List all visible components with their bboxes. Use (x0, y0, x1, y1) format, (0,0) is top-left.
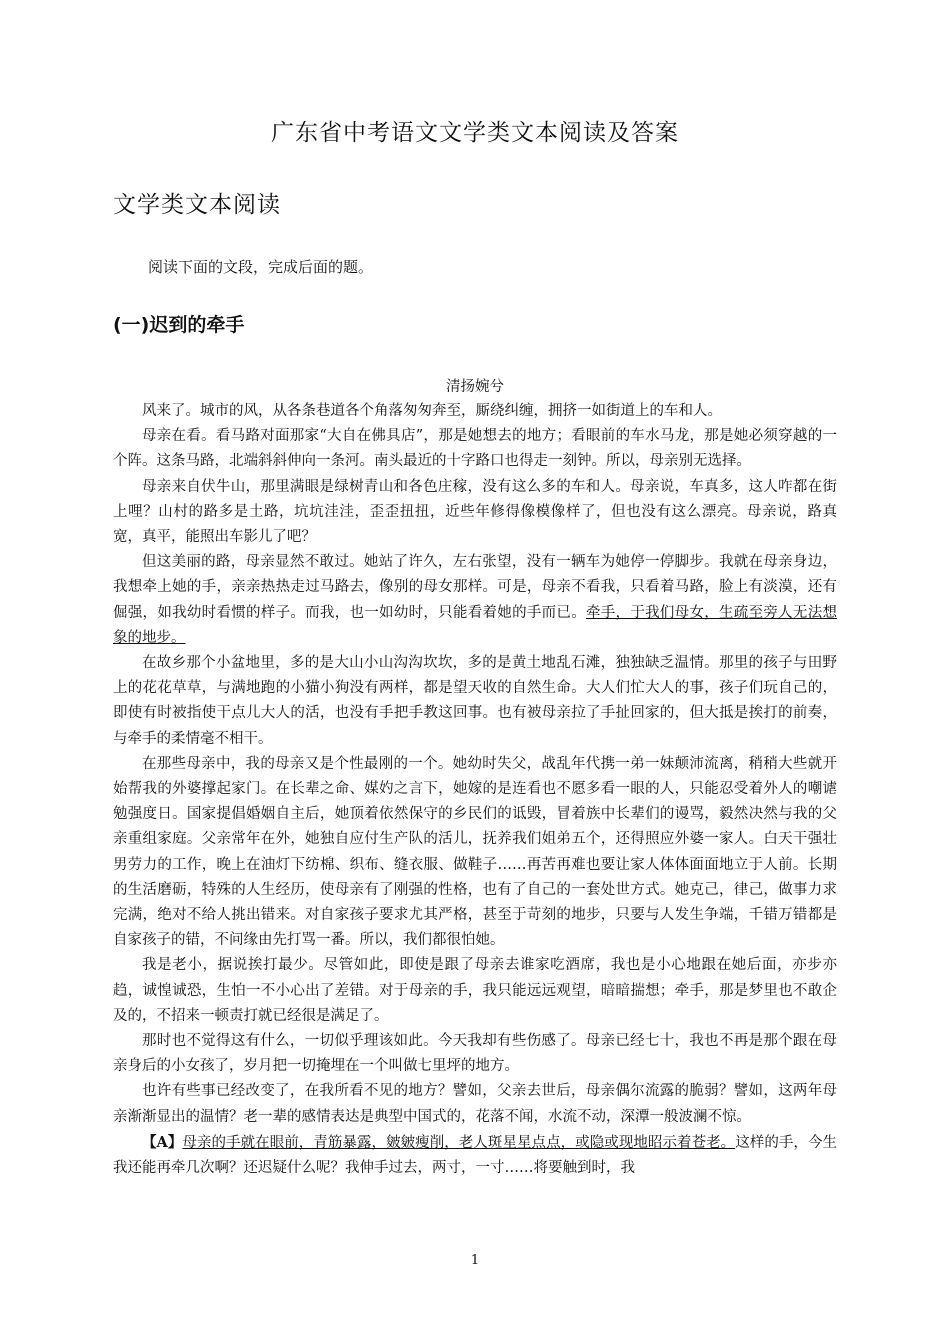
underlined-sentence: 母亲的手就在眼前，青筋暴露，皴皴瘦削，老人斑星星点点，或隐或现地昭示着苍老。 (182, 1134, 736, 1151)
passage-author: 清扬婉兮 (446, 379, 504, 395)
paragraph: 母亲来自伏牛山，那里满眼是绿树青山和各色庄稼，没有这么多的车和人。母亲说，车真多，这人咋都在街上哩？山村的路多是土路，坑坑洼洼，歪歪扭扭，近些年修得像模像样了，但也没有这么漂亮。母亲说，路真宽，真平，能照出车影儿了吧？ (113, 478, 837, 546)
paragraph: 那时也不觉得这有什么，一切似乎理该如此。今天我却有些伤感了。母亲已经七十，我也不再是那个跟在母亲身后的小女孩了，岁月把一切掩埋在一个叫做七里坪的地方。 (113, 1033, 837, 1075)
document-title: 广东省中考语文文学类文本阅读及答案 (271, 120, 679, 146)
page-number: 1 (470, 1253, 480, 1268)
paragraph: 在那些母亲中，我的母亲又是个性最刚的一个。她幼时失父，战乱年代携一弟一妹颠沛流离，稍稍大些就开始帮我的外婆撑起家门。在长辈之命、媒妁之言下，她嫁的是连看也不愿多看一眼的人，只能忍受着外人的嘲谑勉强度日。国家提倡婚姻自主后，她顶着依然保守的乡民们的诋毁，冒着族中长辈们的谩骂，毅然决然与我的父亲重组家庭。父亲常年在外，她独自应付生产队的活儿，抚养我们姐弟五个，还得照应外婆一家人。白天干强壮男劳力的工作，晚上在油灯下纺棉、织布、缝衣服、做鞋子……再苦再难也要让家人体体面面地立于人前。长期的生活磨砺，特殊的人生经历，使母亲有了刚强的性格，也有了自己的一套处世方式。她克己，律己，做事力求完满，绝对不给人挑出错来。对自家孩子要求尤其严格，甚至于苛刻的地步，只要与人发生争端，千错万错都是自家孩子的错，不问缘由先打骂一番。所以，我们都很怕她。 (113, 755, 837, 949)
section-title: 文学类文本阅读 (113, 192, 281, 218)
paragraph: 【A】母亲的手就在眼前，青筋暴露，皴皴瘦削，老人斑星星点点，或隐或现地昭示着苍老。这样的手，今生我还能再牵几次啊？还迟疑什么呢？我伸手过去，两寸，一寸……将要触到时，我 (113, 1133, 838, 1177)
underlined-sentence: 牵手，于我们母女，生疏至旁人无法想象的地步。 (113, 604, 837, 646)
paragraph: 在故乡那个小盆地里，多的是大山小山沟沟坎坎，多的是黄土地乱石滩，独独缺乏温情。那里的孩子与田野上的花花草草，与满地跑的小猫小狗没有两样，都是望天收的自然生命。大人们忙大人的事，孩子们玩自己的，即使有时被指使干点儿大人的活，也没有手把手教这回事。也有被母亲拉了手扯回家的，但大抵是挨打的前奏，与牵手的柔情毫不相干。 (113, 655, 837, 747)
reading-instruction: 阅读下面的文段，完成后面的题。 (148, 258, 374, 276)
question-marker: 【A】 (142, 1133, 183, 1151)
paragraph: 我是老小，据说挨打最少。尽管如此，即使是跟了母亲去谁家吃酒席，我也是小心地跟在她后面，亦步亦趋，诚惶诚恐，生怕一不小心出了差错。对于母亲的手，我只能远远观望，暗暗揣想；牵手，那是梦里也不敢企及的，不招来一顿责打就已经很是满足了。 (113, 957, 837, 1024)
passage-body (113, 399, 837, 1181)
paragraph: 也许有些事已经改变了，在我所看不见的地方？譬如，父亲去世后，母亲偶尔流露的脆弱？譬如，这两年母亲渐渐显出的温情？老一辈的感情表达是典型中国式的，花落不闻，水流不动，深潭一般波澜不惊。 (113, 1083, 837, 1125)
passage-title: (一)迟到的牵手 (113, 314, 245, 336)
paragraph: 风来了。城市的风，从各条巷道各个角落匆匆奔至，厮绕纠缠，拥挤一如街道上的车和人。 (142, 403, 722, 419)
paragraph: 但这美丽的路，母亲显然不敢过。她站了许久，左右张望，没有一辆车为她停一停脚步。我就在母亲身边，我想牵上她的手，亲亲热热走过马路去，像别的母女那样。可是，母亲不看我，只看着马路，脸上有淡漠，还有倔强，如我幼时看惯的样子。而我，也一如幼时，只能看着她的手而已。牵手，于我们母女，生疏至旁人无法想象的地步。 (113, 554, 837, 646)
paragraph: 母亲在看。看马路对面那家“大自在佛具店”，那是她想去的地方；看眼前的车水马龙，那是她必须穿越的一个阵。这条马路，北端斜斜伸向一条河。南头最近的十字路口也得走一刻钟。所以，母亲别无选择。 (113, 428, 837, 470)
